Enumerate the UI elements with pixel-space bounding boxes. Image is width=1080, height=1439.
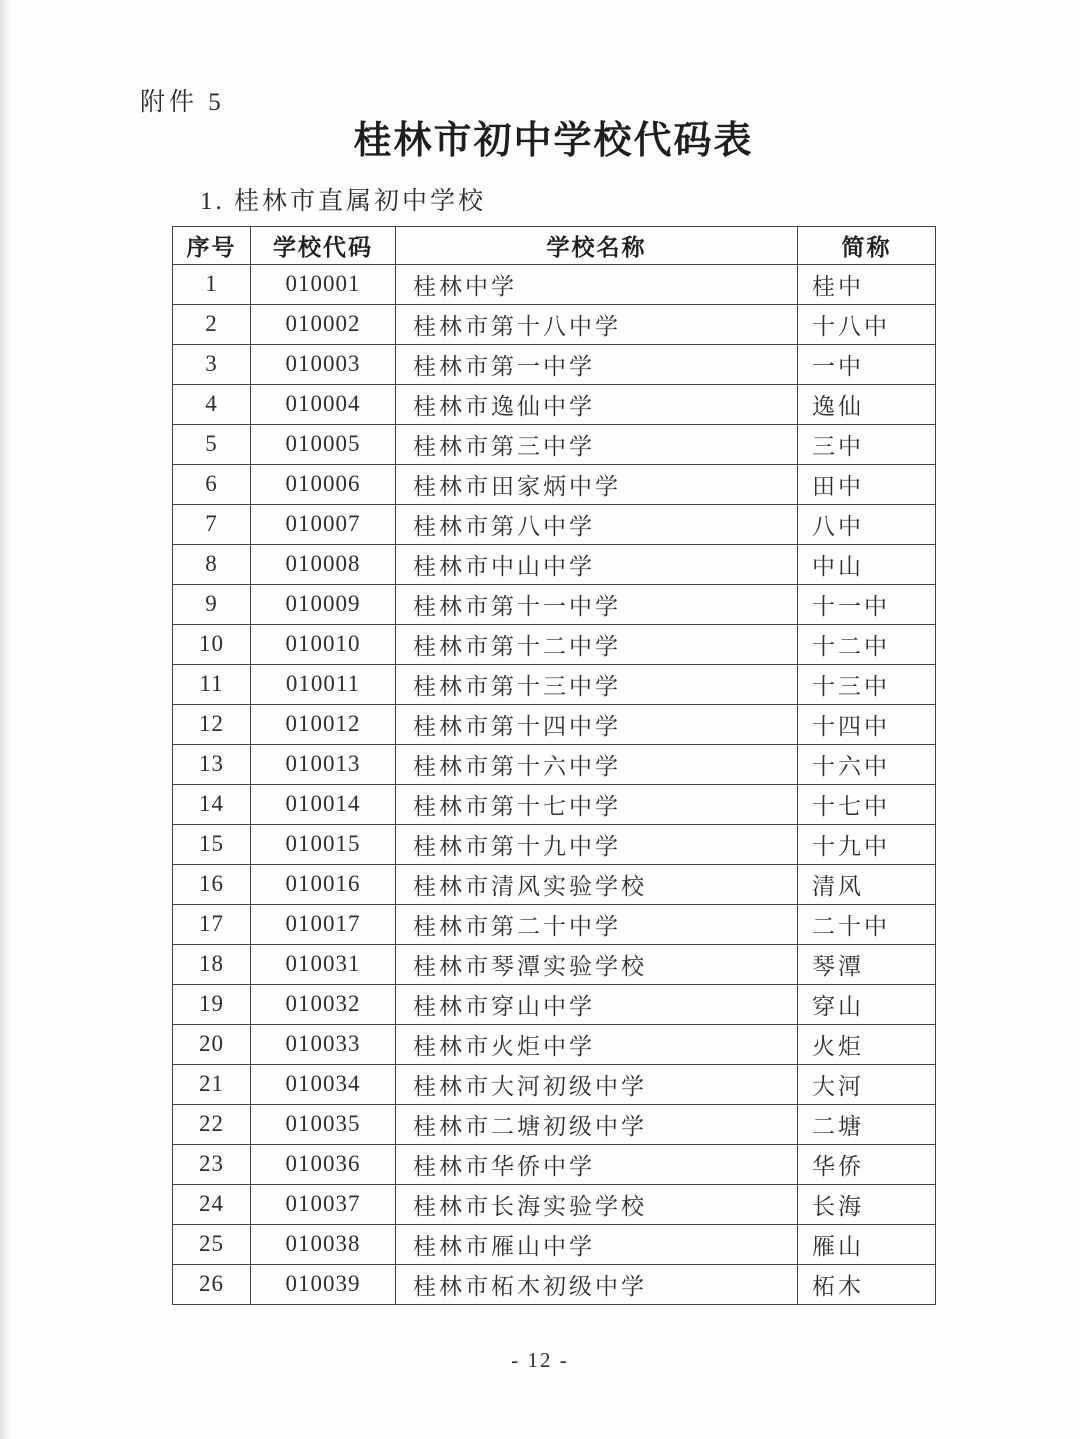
abbreviation-cell: 桂中 bbox=[798, 264, 936, 304]
school-name-cell: 桂林市长海实验学校 bbox=[396, 1184, 798, 1224]
row-number-cell: 8 bbox=[173, 544, 251, 584]
school-name-cell: 桂林市清风实验学校 bbox=[396, 864, 798, 904]
row-number-cell: 5 bbox=[173, 424, 251, 464]
table-row bbox=[173, 1104, 936, 1144]
abbreviation-cell: 长海 bbox=[798, 1184, 936, 1224]
abbreviation-cell: 柘木 bbox=[798, 1264, 936, 1304]
row-number-cell: 1 bbox=[173, 264, 251, 304]
table-row bbox=[173, 504, 936, 544]
table-header-row bbox=[173, 226, 936, 264]
school-code-cell: 010007 bbox=[251, 504, 396, 544]
abbreviation-cell: 八中 bbox=[798, 504, 936, 544]
abbreviation-cell: 琴潭 bbox=[798, 944, 936, 984]
school-name-cell: 桂林市逸仙中学 bbox=[396, 384, 798, 424]
table-row bbox=[173, 744, 936, 784]
row-number-cell: 18 bbox=[173, 944, 251, 984]
school-name-cell: 桂林市第一中学 bbox=[396, 344, 798, 384]
row-number-cell: 3 bbox=[173, 344, 251, 384]
document-content bbox=[172, 118, 935, 1305]
school-name-cell: 桂林市火炬中学 bbox=[396, 1024, 798, 1064]
school-name-cell: 桂林市第十一中学 bbox=[396, 584, 798, 624]
school-name-cell: 桂林中学 bbox=[396, 264, 798, 304]
table-row bbox=[173, 544, 936, 584]
school-name-cell: 桂林市第二十中学 bbox=[396, 904, 798, 944]
table-row bbox=[173, 1144, 936, 1184]
abbreviation-cell: 十三中 bbox=[798, 664, 936, 704]
table-row bbox=[173, 1224, 936, 1264]
row-number-cell: 15 bbox=[173, 824, 251, 864]
school-code-cell: 010036 bbox=[251, 1144, 396, 1184]
table-row bbox=[173, 1064, 936, 1104]
table-row bbox=[173, 1184, 936, 1224]
document-title: 桂林市初中学校代码表 bbox=[353, 120, 754, 162]
school-code-cell: 010038 bbox=[251, 1224, 396, 1264]
row-number-cell: 9 bbox=[173, 584, 251, 624]
abbreviation-cell: 十六中 bbox=[798, 744, 936, 784]
school-code-cell: 010012 bbox=[251, 704, 396, 744]
abbreviation-cell: 十八中 bbox=[798, 304, 936, 344]
abbreviation-cell: 十七中 bbox=[798, 784, 936, 824]
abbreviation-cell: 中山 bbox=[798, 544, 936, 584]
school-name-cell: 桂林市第十九中学 bbox=[396, 824, 798, 864]
table-row bbox=[173, 1264, 936, 1304]
school-name-cell: 桂林市中山中学 bbox=[396, 544, 798, 584]
school-code-cell: 010015 bbox=[251, 824, 396, 864]
table-row bbox=[173, 864, 936, 904]
table-row bbox=[173, 944, 936, 984]
school-name-cell: 桂林市华侨中学 bbox=[396, 1144, 798, 1184]
row-number-cell: 16 bbox=[173, 864, 251, 904]
row-number-cell: 22 bbox=[173, 1104, 251, 1144]
school-code-cell: 010035 bbox=[251, 1104, 396, 1144]
school-name-cell: 桂林市第十三中学 bbox=[396, 664, 798, 704]
school-name-cell: 桂林市琴潭实验学校 bbox=[396, 944, 798, 984]
school-code-cell: 010002 bbox=[251, 304, 396, 344]
table-row bbox=[173, 1024, 936, 1064]
row-number-cell: 7 bbox=[173, 504, 251, 544]
page-number: - 12 - bbox=[511, 1348, 569, 1372]
school-code-cell: 010031 bbox=[251, 944, 396, 984]
abbreviation-cell: 一中 bbox=[798, 344, 936, 384]
row-number-cell: 12 bbox=[173, 704, 251, 744]
school-code-cell: 010037 bbox=[251, 1184, 396, 1224]
table-row bbox=[173, 304, 936, 344]
school-name-cell: 桂林市雁山中学 bbox=[396, 1224, 798, 1264]
row-number-cell: 6 bbox=[173, 464, 251, 504]
school-code-cell: 010009 bbox=[251, 584, 396, 624]
table-row bbox=[173, 704, 936, 744]
row-number-cell: 23 bbox=[173, 1144, 251, 1184]
school-code-cell: 010011 bbox=[251, 664, 396, 704]
school-name-cell: 桂林市田家炳中学 bbox=[396, 464, 798, 504]
header-row-number: 序号 bbox=[173, 226, 251, 264]
row-number-cell: 2 bbox=[173, 304, 251, 344]
school-code-cell: 010001 bbox=[251, 264, 396, 304]
school-code-cell: 010033 bbox=[251, 1024, 396, 1064]
school-code-cell: 010004 bbox=[251, 384, 396, 424]
row-number-cell: 10 bbox=[173, 624, 251, 664]
school-name-cell: 桂林市第十四中学 bbox=[396, 704, 798, 744]
row-number-cell: 13 bbox=[173, 744, 251, 784]
row-number-cell: 11 bbox=[173, 664, 251, 704]
row-number-cell: 21 bbox=[173, 1064, 251, 1104]
row-number-cell: 14 bbox=[173, 784, 251, 824]
table-row bbox=[173, 384, 936, 424]
school-code-table bbox=[172, 226, 936, 1305]
school-code-cell: 010032 bbox=[251, 984, 396, 1024]
school-code-cell: 010039 bbox=[251, 1264, 396, 1304]
school-code-cell: 010017 bbox=[251, 904, 396, 944]
header-school-code: 学校代码 bbox=[251, 226, 396, 264]
school-code-cell: 010005 bbox=[251, 424, 396, 464]
table-row bbox=[173, 984, 936, 1024]
abbreviation-cell: 清风 bbox=[798, 864, 936, 904]
school-name-cell: 桂林市二塘初级中学 bbox=[396, 1104, 798, 1144]
abbreviation-cell: 二十中 bbox=[798, 904, 936, 944]
section-heading: 1. 桂林市直属初中学校 bbox=[200, 187, 487, 215]
abbreviation-cell: 十四中 bbox=[798, 704, 936, 744]
row-number-cell: 17 bbox=[173, 904, 251, 944]
school-name-cell: 桂林市柘木初级中学 bbox=[396, 1264, 798, 1304]
header-school-name: 学校名称 bbox=[396, 226, 798, 264]
row-number-cell: 20 bbox=[173, 1024, 251, 1064]
table-row bbox=[173, 264, 936, 304]
school-name-cell: 桂林市穿山中学 bbox=[396, 984, 798, 1024]
school-name-cell: 桂林市第三中学 bbox=[396, 424, 798, 464]
abbreviation-cell: 华侨 bbox=[798, 1144, 936, 1184]
table-row bbox=[173, 464, 936, 504]
abbreviation-cell: 田中 bbox=[798, 464, 936, 504]
abbreviation-cell: 三中 bbox=[798, 424, 936, 464]
school-code-cell: 010008 bbox=[251, 544, 396, 584]
table-row bbox=[173, 824, 936, 864]
abbreviation-cell: 十二中 bbox=[798, 624, 936, 664]
table-row bbox=[173, 664, 936, 704]
scan-edge-shading bbox=[0, 0, 10, 1439]
school-name-cell: 桂林市第十八中学 bbox=[396, 304, 798, 344]
table-row bbox=[173, 904, 936, 944]
row-number-cell: 26 bbox=[173, 1264, 251, 1304]
school-name-cell: 桂林市第十二中学 bbox=[396, 624, 798, 664]
row-number-cell: 24 bbox=[173, 1184, 251, 1224]
row-number-cell: 4 bbox=[173, 384, 251, 424]
table-row bbox=[173, 624, 936, 664]
table-row bbox=[173, 424, 936, 464]
abbreviation-cell: 火炬 bbox=[798, 1024, 936, 1064]
school-code-cell: 010010 bbox=[251, 624, 396, 664]
abbreviation-cell: 逸仙 bbox=[798, 384, 936, 424]
table-row bbox=[173, 784, 936, 824]
row-number-cell: 25 bbox=[173, 1224, 251, 1264]
school-code-cell: 010013 bbox=[251, 744, 396, 784]
school-code-cell: 010006 bbox=[251, 464, 396, 504]
header-abbreviation: 简称 bbox=[798, 226, 936, 264]
abbreviation-cell: 大河 bbox=[798, 1064, 936, 1104]
school-code-cell: 010016 bbox=[251, 864, 396, 904]
school-name-cell: 桂林市第八中学 bbox=[396, 504, 798, 544]
school-name-cell: 桂林市第十七中学 bbox=[396, 784, 798, 824]
school-name-cell: 桂林市第十六中学 bbox=[396, 744, 798, 784]
attachment-label: 附件 5 bbox=[140, 89, 225, 116]
school-code-cell: 010034 bbox=[251, 1064, 396, 1104]
abbreviation-cell: 十九中 bbox=[798, 824, 936, 864]
school-code-cell: 010003 bbox=[251, 344, 396, 384]
row-number-cell: 19 bbox=[173, 984, 251, 1024]
abbreviation-cell: 十一中 bbox=[798, 584, 936, 624]
table-row bbox=[173, 584, 936, 624]
school-name-cell: 桂林市大河初级中学 bbox=[396, 1064, 798, 1104]
abbreviation-cell: 二塘 bbox=[798, 1104, 936, 1144]
abbreviation-cell: 雁山 bbox=[798, 1224, 936, 1264]
abbreviation-cell: 穿山 bbox=[798, 984, 936, 1024]
school-code-cell: 010014 bbox=[251, 784, 396, 824]
table-row bbox=[173, 344, 936, 384]
table-body bbox=[173, 264, 936, 1304]
